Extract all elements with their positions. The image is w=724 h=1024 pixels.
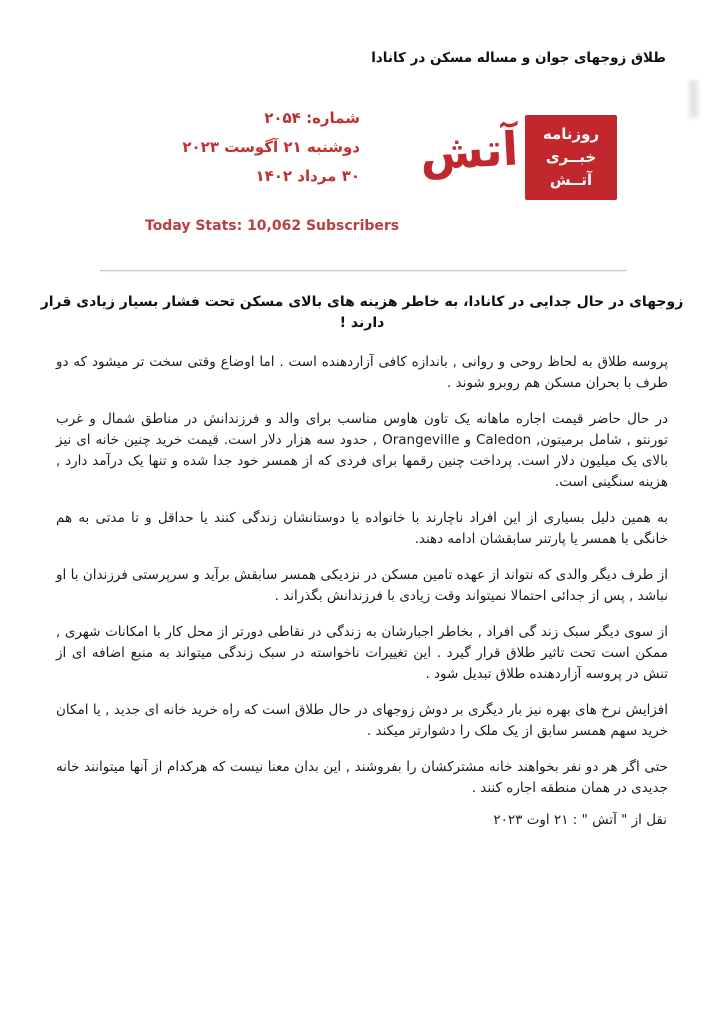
issue-date-gregorian: دوشنبه ۲۱ آگوست ۲۰۲۳: [182, 138, 360, 156]
page-title: طلاق زوجهای جوان و مساله مسکن در کانادا: [371, 50, 666, 66]
article-paragraph: از طرف دیگر والدی که نتواند از عهده تامین مسکن در نزدیکی همسر سابقش برآید و سرپرستی فرزندان با او نباشد , پس از جدائی احتمالا نمیتواند وقت زیادی با فرزندانش بگذراند .: [56, 567, 668, 604]
article-paragraph: در حال حاضر قیمت اجاره ماهانه یک تاون هاوس مناسب برای والد و فرزندانش در مناطق شمال و غرب تورنتو , شامل برمیتون, Caledon و Orangeville , حدود سه هزار دلار است. قیمت خرید چنین خانه ای نیز بالای یک میلیون دلار است. پرداخت چنین رقمها برای فردی که از همسر خود جدا شده و تنها یک درآمد دارد , هزینه سنگینی است.: [56, 411, 668, 490]
article-body: [56, 352, 668, 814]
issue-info: [182, 104, 360, 191]
horizontal-divider: [100, 270, 627, 271]
source-attribution: نقل از " آتش " : ۲۱ اوت ۲۰۲۳: [493, 812, 667, 828]
issue-date-persian: ۳۰ مرداد ۱۴۰۲: [255, 167, 360, 185]
atash-newspaper-logo: [525, 115, 617, 200]
article-headline: زوجهای در حال جدایی در کانادا، به خاطر هزینه های بالای مسکن تحت فشار بسیار زیادی قرار دارند !: [40, 294, 684, 331]
scan-artifact: [689, 80, 698, 118]
logo-line-1: روزنامه: [542, 125, 600, 143]
subscriber-stats: Today Stats: 10,062 Subscribers: [145, 218, 400, 234]
article-paragraph: از سوی دیگر سبک زند گی افراد , بخاطر اجبارشان به زندگی در نقاطی دورتر از محل کار با امکانات شهری , ممکن است تحت تاثیر طلاق قرار گیرد . این تغییرات ناخواسته در سبک زندگی میتواند به منبع اضافه ای از تنش در پروسه آزاردهنده طلاق تبدیل شود .: [56, 624, 668, 682]
article-paragraph: پروسه طلاق به لحاظ روحی و روانی , باندازه کافی آزاردهنده است . اما اوضاع وقتی سخت تر میشود که دو طرف با بحران مسکن هم روبرو شوند .: [56, 354, 668, 391]
logo-line-3: آتــش: [549, 171, 593, 189]
atash-calligraphy-logo: آتش: [418, 121, 520, 181]
issue-number: شماره: ۲۰۵۴: [264, 109, 360, 127]
article-paragraph: افزایش نرخ های بهره نیز بار دیگری بر دوش زوجهای در حال طلاق است که راه خرید خانه ای جدید , یا امکان خرید سهم همسر سابق از یک ملک را دشوارتر میکند .: [56, 702, 668, 739]
logo-line-2: خبــری: [545, 148, 597, 166]
article-paragraph: به همین دلیل بسیاری از این افراد ناچارند با خانواده یا دوستانشان زندگی کنند یا حداقل و تا مدتی به هم خانگی با همسر یا پارتنر سابقشان ادامه دهند.: [56, 510, 668, 547]
article-paragraph: حتی اگر هر دو نفر بخواهند خانه مشترکشان را بفروشند , این بدان معنا نیست که هرکدام از آنها میتوانند خانه جدیدی در همان منطقه اجاره کنند .: [56, 759, 668, 796]
